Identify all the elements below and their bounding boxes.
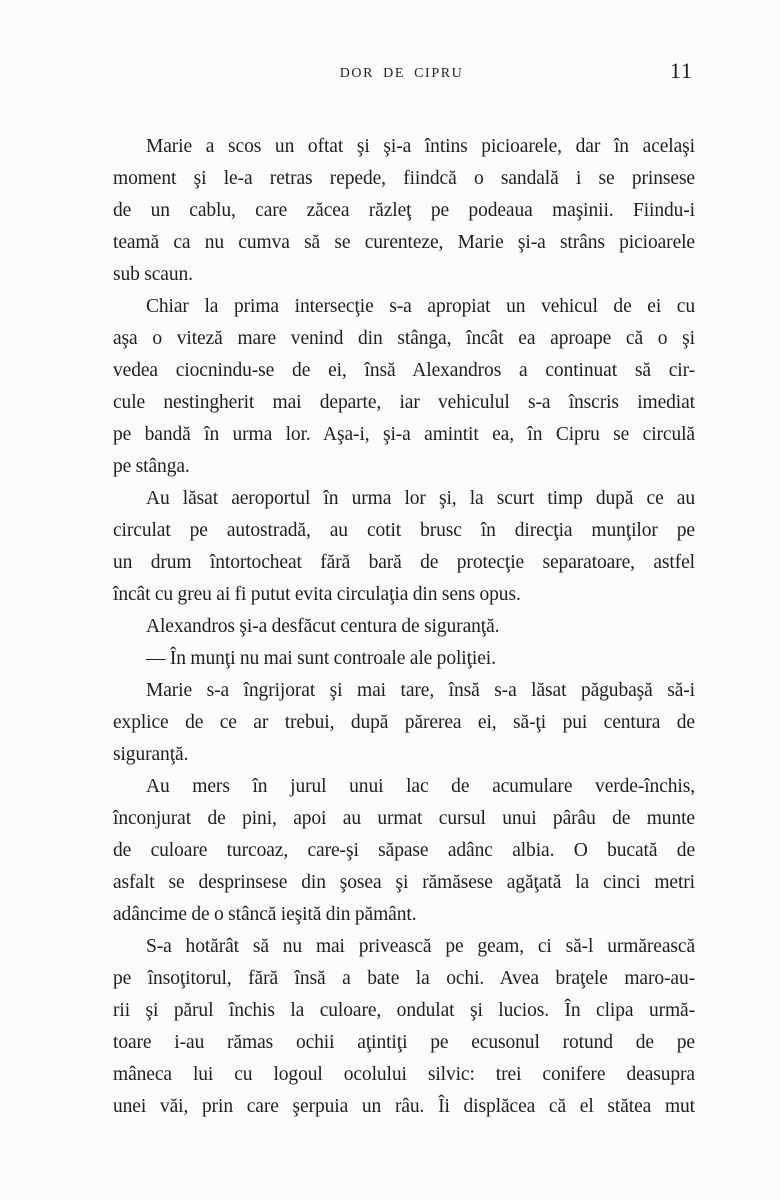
text-line: încât cu greu ai fi putut evita circulaţia din sens opus. bbox=[113, 584, 521, 605]
page-header bbox=[113, 58, 695, 90]
paragraph bbox=[113, 771, 695, 931]
paragraph bbox=[113, 931, 695, 1123]
text-line: pe stânga. bbox=[113, 456, 190, 477]
text-line: pe bandă în urma lor. Aşa-i, şi-a amintit ea, în Cipru se circulă bbox=[113, 424, 695, 445]
text-line: Chiar la prima intersecţie s-a apropiat un vehicul de ei cu bbox=[146, 296, 695, 317]
text-line: un drum întortocheat fără bară de protecţie separatoare, astfel bbox=[113, 552, 695, 573]
text-line: asfalt se desprinsese din şosea şi rămăsese agăţată la cinci metri bbox=[113, 872, 695, 893]
text-line: Marie a scos un oftat şi şi-a întins picioarele, dar în acelaşi bbox=[146, 136, 695, 157]
paragraph bbox=[113, 675, 695, 771]
text-line: Au mers în jurul unui lac de acumulare verde-închis, bbox=[146, 776, 695, 797]
paragraph bbox=[113, 483, 695, 611]
text-line: toare i-au rămas ochii aţintiţi pe ecusonul rotund de pe bbox=[113, 1032, 695, 1053]
text-line: adâncime de o stâncă ieşită din pământ. bbox=[113, 904, 417, 925]
text-line: cule nestingherit mai departe, iar vehiculul s-a înscris imediat bbox=[113, 392, 695, 413]
text-line: — În munţi nu mai sunt controale ale poliţiei. bbox=[146, 648, 496, 669]
paragraph bbox=[113, 643, 695, 675]
text-line: Alexandros şi-a desfăcut centura de siguranţă. bbox=[146, 616, 500, 637]
text-line: moment şi le-a retras repede, fiindcă o sandală i se prinsese bbox=[113, 168, 695, 189]
text-line: rii şi părul închis la culoare, ondulat şi lucios. În clipa urmă- bbox=[113, 1000, 695, 1021]
text-line: teamă ca nu cumva să se curenteze, Marie şi-a strâns picioarele bbox=[113, 232, 695, 253]
text-line: înconjurat de pini, apoi au urmat cursul unui pârâu de munte bbox=[113, 808, 695, 829]
text-line: siguranţă. bbox=[113, 744, 189, 765]
text-line: circulat pe autostradă, au cotit brusc în direcţia munţilor pe bbox=[113, 520, 695, 541]
text-line: pe însoţitorul, fără însă a bate la ochi. Avea braţele maro-au- bbox=[113, 968, 695, 989]
text-line: Au lăsat aeroportul în urma lor şi, la scurt timp după ce au bbox=[146, 488, 695, 509]
text-line: explice de ce ar trebui, după părerea ei, să-ţi pui centura de bbox=[113, 712, 695, 733]
text-line: Marie s-a îngrijorat şi mai tare, însă s-a lăsat păgubaşă să-i bbox=[146, 680, 695, 701]
text-line: de un cablu, care zăcea răzleţ pe podeaua maşinii. Fiindu-i bbox=[113, 200, 695, 221]
body-text bbox=[113, 131, 695, 1123]
text-line: de culoare turcoaz, care-şi săpase adânc albia. O bucată de bbox=[113, 840, 695, 861]
text-line: S-a hotărât să nu mai privească pe geam, ci să-l urmărească bbox=[146, 936, 695, 957]
page-number: 11 bbox=[669, 58, 693, 83]
running-head-title: DOR DE CIPRU bbox=[339, 66, 464, 81]
paragraph bbox=[113, 291, 695, 483]
paragraph bbox=[113, 131, 695, 291]
text-line: aşa o viteză mare venind din stânga, încât ea aproape că o şi bbox=[113, 328, 695, 349]
text-line: unei văi, prin care şerpuia un râu. Îi displăcea că el stătea mut bbox=[113, 1096, 695, 1117]
paragraph bbox=[113, 611, 695, 643]
text-line: vedea ciocnindu-se de ei, însă Alexandros a continuat să cir- bbox=[113, 360, 695, 381]
text-line: mâneca lui cu logoul ocolului silvic: trei conifere deasupra bbox=[113, 1064, 695, 1085]
text-line: sub scaun. bbox=[113, 264, 193, 285]
